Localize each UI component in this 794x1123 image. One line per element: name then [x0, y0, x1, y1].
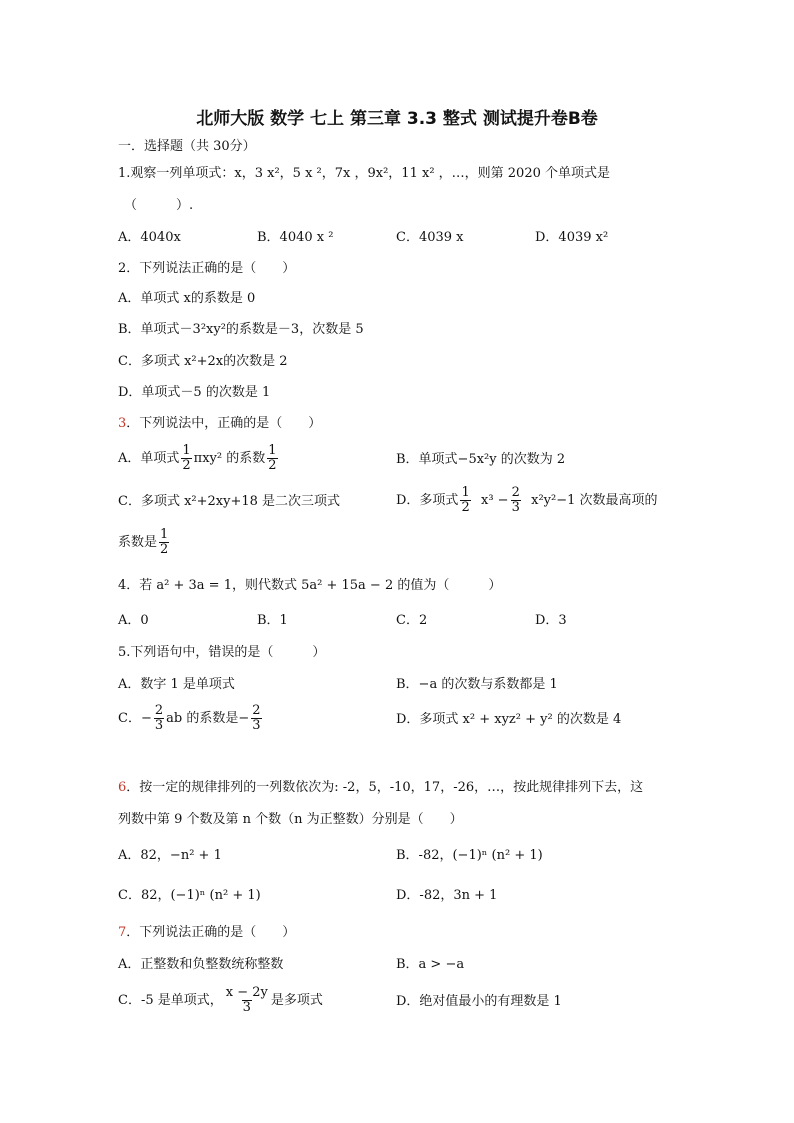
question-3-option-a: A．单项式 $\frac{1}{2}$ πxy² 的系数 $\frac{1}{2}$ — [118, 443, 277, 473]
question-2-option-a: A．单项式 x的系数是 0 — [118, 291, 256, 306]
question-7-option-b: B．a > −a — [396, 957, 465, 972]
fraction: $\frac{1}{2}$ — [268, 443, 277, 473]
question-5-option-d: D．多项式 x² + xyz² + y² 的次数是 4 — [396, 712, 622, 727]
question-2-option-c: C．多项式 x²+2x的次数是 2 — [118, 354, 288, 369]
question-3-option-b: B．单项式−5x²y 的次数为 2 — [396, 452, 566, 467]
question-3-option-d: D．多项式 $\frac{1}{2}$ x³ − $\frac{2}{3}$ x²y²−1 次数最高项的 — [396, 485, 658, 515]
question-6-stem-line — [118, 778, 643, 798]
question-7-number: 7 — [118, 925, 127, 940]
question-2-option-d: D．单项式－5 的次数是 1 — [118, 385, 271, 400]
section-heading: 一．选择题（共 30分） — [118, 139, 256, 154]
fraction: $\frac{1}{2}$ — [160, 527, 169, 557]
question-2-option-b: B．单项式－3²xy²的系数是－3，次数是 5 — [118, 322, 364, 337]
question-7-option-a: A．正整数和负整数统称整数 — [118, 957, 284, 972]
question-1-option-a: A．4040x — [118, 230, 181, 245]
question-6-option-b: B．-82，(−1)ⁿ (n² + 1) — [396, 848, 543, 863]
question-7-option-c: C．-5 是单项式， $\frac{x - 2y}{3}$ 是多项式 — [118, 985, 323, 1015]
question-7-stem-line — [118, 923, 295, 943]
question-6-stem: ．按一定的规律排列的一列数依次为: -2，5，-10，17，-26，…，按此规律排列下去，这 — [126, 780, 644, 795]
question-2-stem: 2．下列说法正确的是（ ） — [118, 261, 296, 276]
fraction: $\frac{1}{2}$ — [182, 443, 191, 473]
fraction: $\frac{2}{3}$ — [154, 703, 164, 733]
question-6-stem-cont: 列数中第 9 个数及第 n 个数（n 为正整数）分别是（ ） — [118, 812, 463, 827]
question-6-number: 6 — [118, 780, 127, 795]
question-6-option-d: D．-82，3n + 1 — [396, 888, 498, 903]
fraction: $\frac{1}{2}$ — [461, 485, 470, 515]
fraction: $\frac{2}{3}$ — [252, 703, 261, 733]
question-7-option-d: D．绝对值最小的有理数是 1 — [396, 994, 562, 1009]
question-3-number: 3 — [118, 416, 127, 431]
question-1-stem: 1.观察一列单项式：x，3 x²，5 x ²，7x ，9x²，11 x² ，…，则第 2020 个单项式是 — [118, 166, 611, 181]
question-3-option-c: C．多项式 x²+2xy+18 是二次三项式 — [118, 494, 341, 509]
question-1-option-c: C．4039 x — [396, 230, 464, 245]
page-title: 北师大版 数学 七上 第三章 3.3 整式 测试提升卷B卷 — [196, 109, 598, 129]
question-5-option-b: B．−a 的次数与系数都是 1 — [396, 677, 558, 692]
question-5-option-c: C．− $\frac{2}{3}$ ab 的系数是− $\frac{2}{3}$ — [118, 703, 261, 733]
question-4-option-c: C．2 — [396, 613, 428, 628]
question-3-option-d-cont: 系数是 $\frac{1}{2}$ — [118, 527, 169, 557]
question-5-option-a: A．数字 1 是单项式 — [118, 677, 235, 692]
question-4-stem: 4．若 a² + 3a = 1，则代数式 5a² + 15a − 2 的值为（ ） — [118, 578, 502, 593]
question-6-option-a: A．82，−n² + 1 — [118, 848, 222, 863]
question-1-stem-cont: （ ）. — [124, 198, 194, 213]
question-7-stem: ．下列说法正确的是（ ） — [126, 925, 296, 940]
question-3-stem: ．下列说法中，正确的是（ ） — [126, 416, 322, 431]
question-1-option-d: D．4039 x² — [535, 230, 609, 245]
question-6-option-c: C．82，(−1)ⁿ (n² + 1) — [118, 888, 261, 903]
question-1-option-b: B．4040 x ² — [257, 230, 334, 245]
question-4-option-b: B．1 — [257, 613, 288, 628]
question-4-option-a: A．0 — [118, 613, 149, 628]
fraction: $\frac{x - 2y}{3}$ — [225, 985, 268, 1015]
question-3-stem-line — [118, 414, 321, 434]
question-5-stem: 5.下列语句中，错误的是（ ） — [118, 645, 326, 660]
fraction: $\frac{2}{3}$ — [511, 485, 520, 515]
question-4-option-d: D．3 — [535, 613, 567, 628]
